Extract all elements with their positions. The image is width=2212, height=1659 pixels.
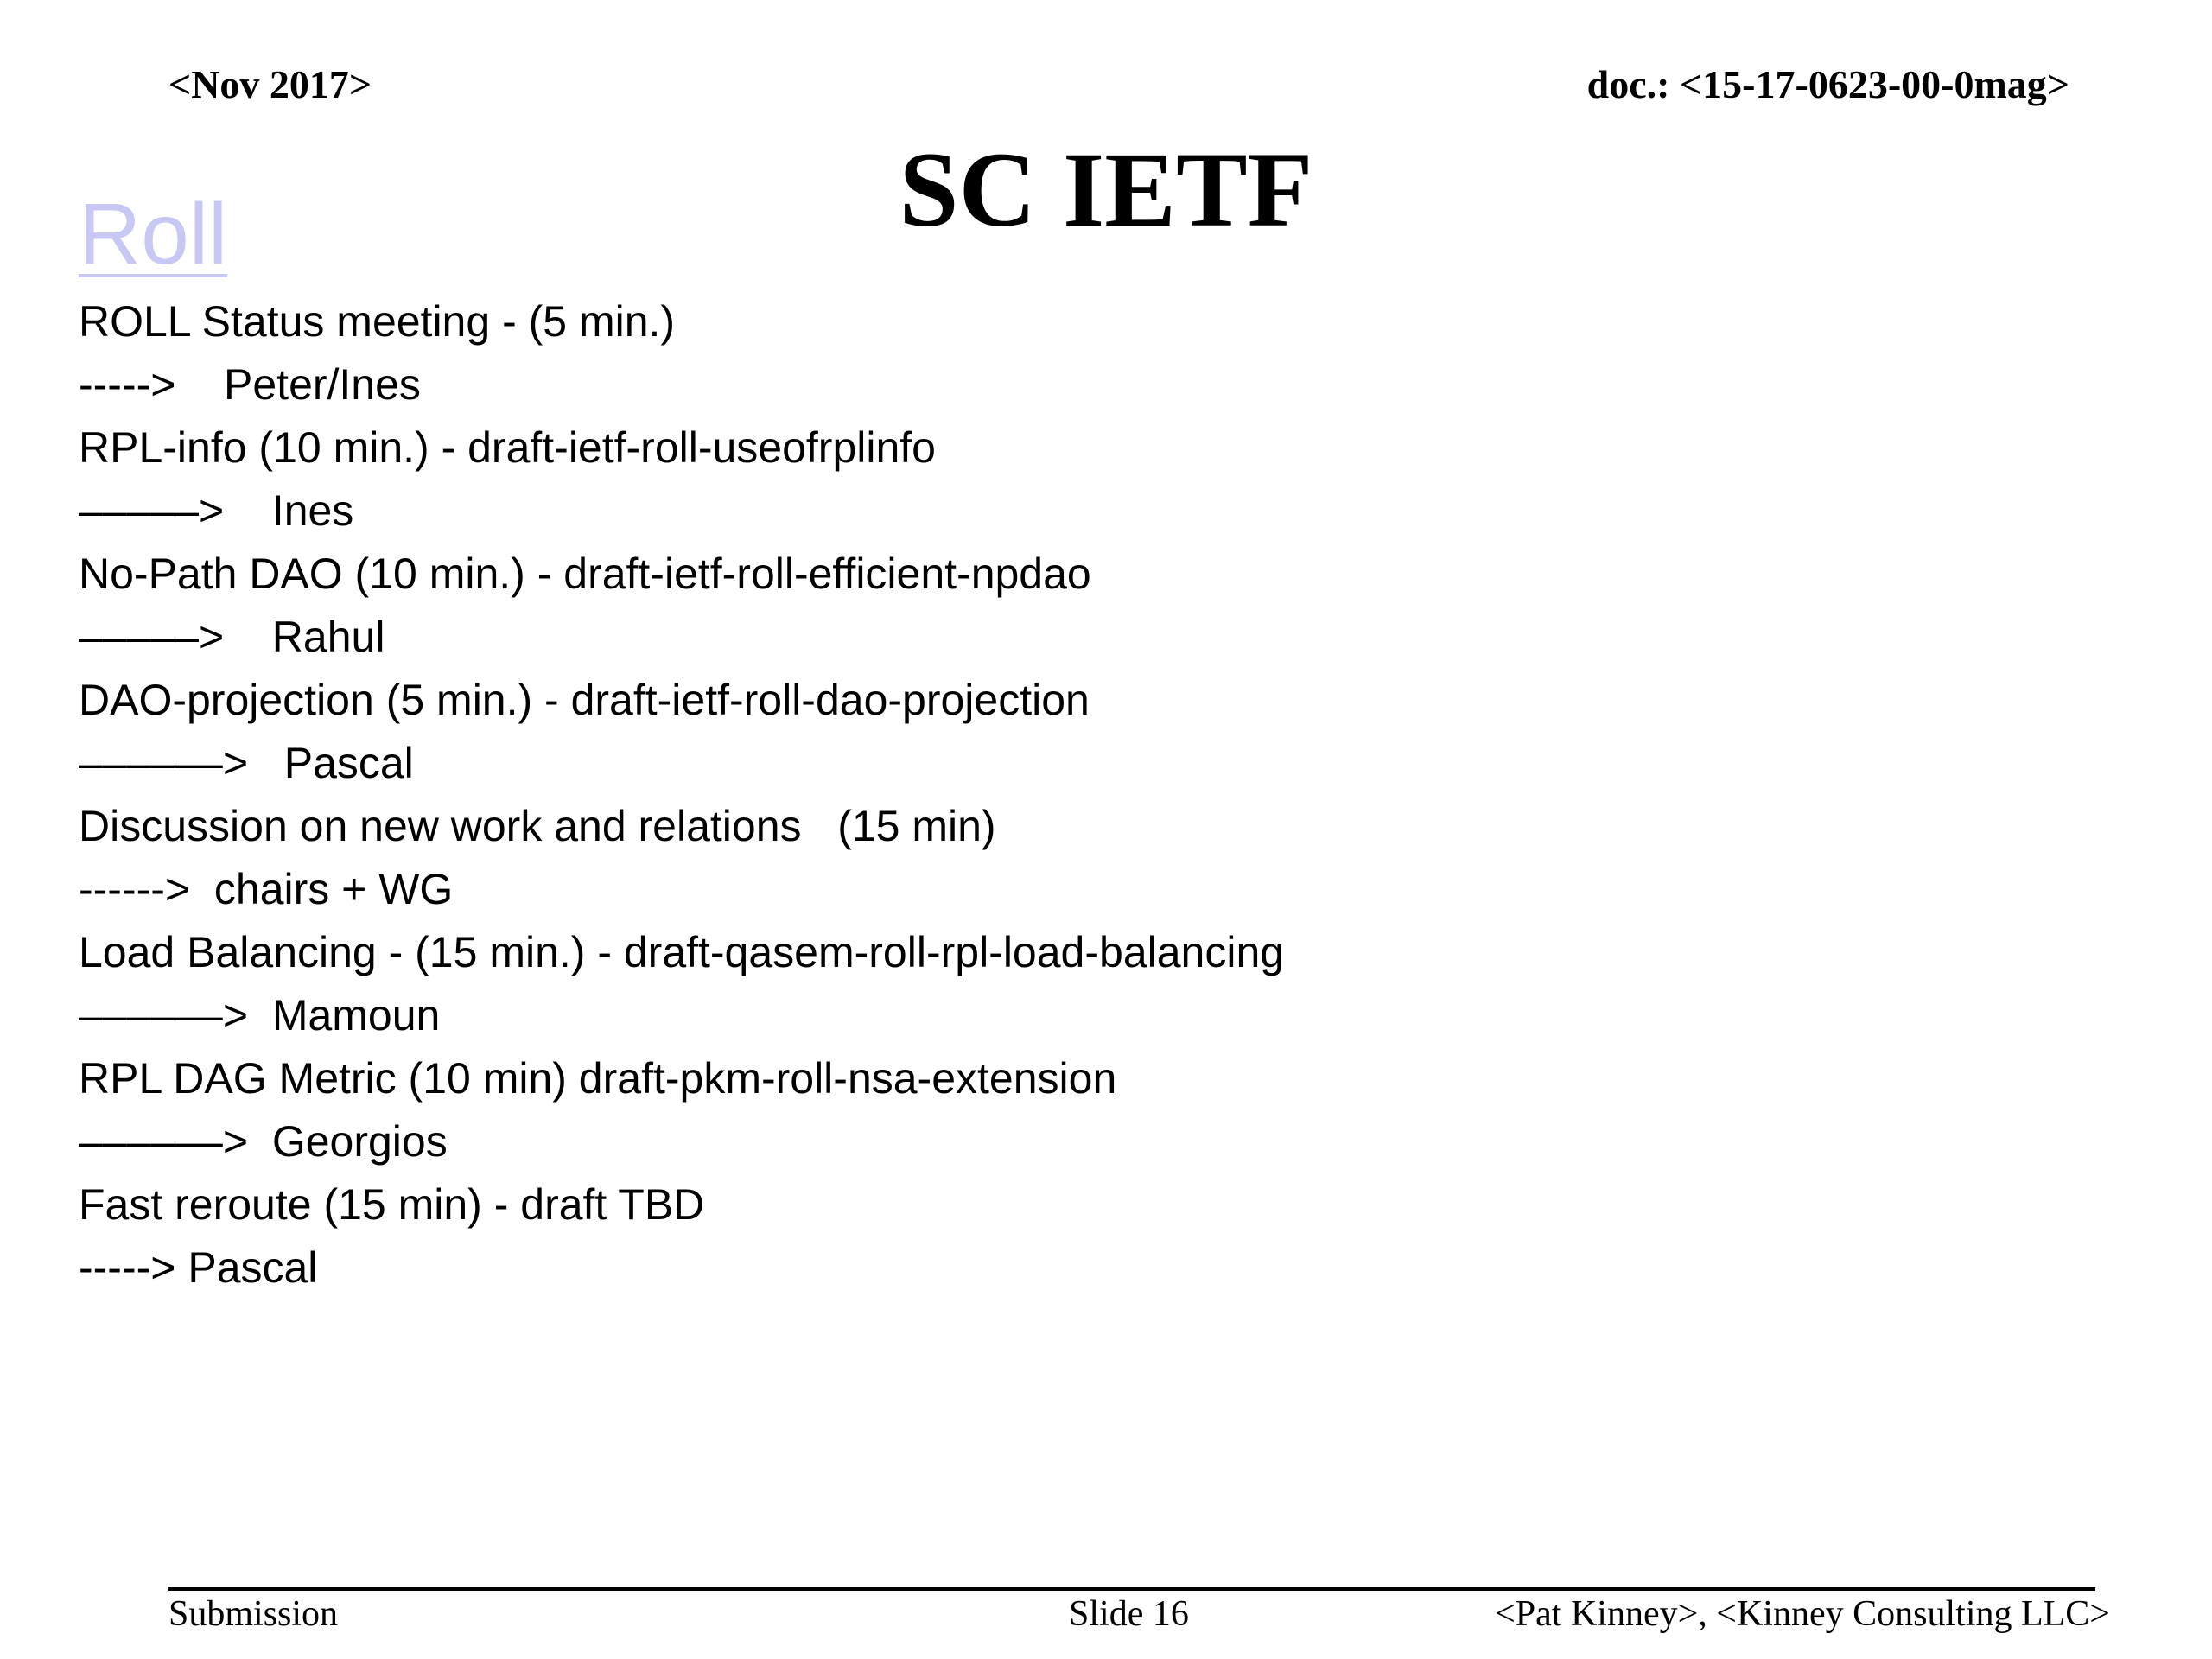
slide-title: SC IETF [899, 130, 1313, 249]
agenda-item: ROLL Status meeting - (5 min.) [79, 297, 676, 346]
agenda-list [79, 290, 1284, 1300]
footer-submission: Submission [168, 1594, 339, 1634]
agenda-item: Fast reroute (15 min) - draft TBD [79, 1180, 705, 1229]
footer-author: <Pat Kinney>, <Kinney Consulting LLC> [1495, 1594, 2110, 1634]
agenda-item: Discussion on new work and relations (15 min) [79, 802, 996, 850]
agenda-presenter: ––––––> Mamoun [79, 991, 441, 1039]
agenda-item: RPL DAG Metric (10 min) draft-pkm-roll-nsa-extension [79, 1054, 1117, 1103]
agenda-presenter: -----> Pascal [79, 1243, 318, 1292]
agenda-presenter: –––––> Ines [79, 486, 354, 535]
agenda-presenter: ––––––> Georgios [79, 1117, 448, 1166]
agenda-presenter: ------> chairs + WG [79, 865, 454, 913]
agenda-presenter: –––––> Rahul [79, 613, 385, 661]
agenda-item: Load Balancing - (15 min.) - draft-qasem-roll-rpl-load-balancing [79, 928, 1285, 976]
agenda-item: DAO-projection (5 min.) - draft-ietf-roll-dao-projection [79, 676, 1090, 724]
roll-link[interactable]: Roll [79, 186, 228, 283]
footer-slide-number: Slide 16 [1069, 1594, 1189, 1634]
agenda-item: RPL-info (10 min.) - draft-ietf-roll-useofrplinfo [79, 423, 936, 472]
agenda-item: No-Path DAO (10 min.) - draft-ietf-roll-efficient-npdao [79, 550, 1091, 598]
header-date: <Nov 2017> [168, 62, 372, 106]
header-doc-id: doc.: <15-17-0623-00-0mag> [1586, 62, 2069, 106]
agenda-presenter: -----> Peter/Ines [79, 360, 421, 409]
agenda-presenter: ––––––> Pascal [79, 739, 414, 787]
